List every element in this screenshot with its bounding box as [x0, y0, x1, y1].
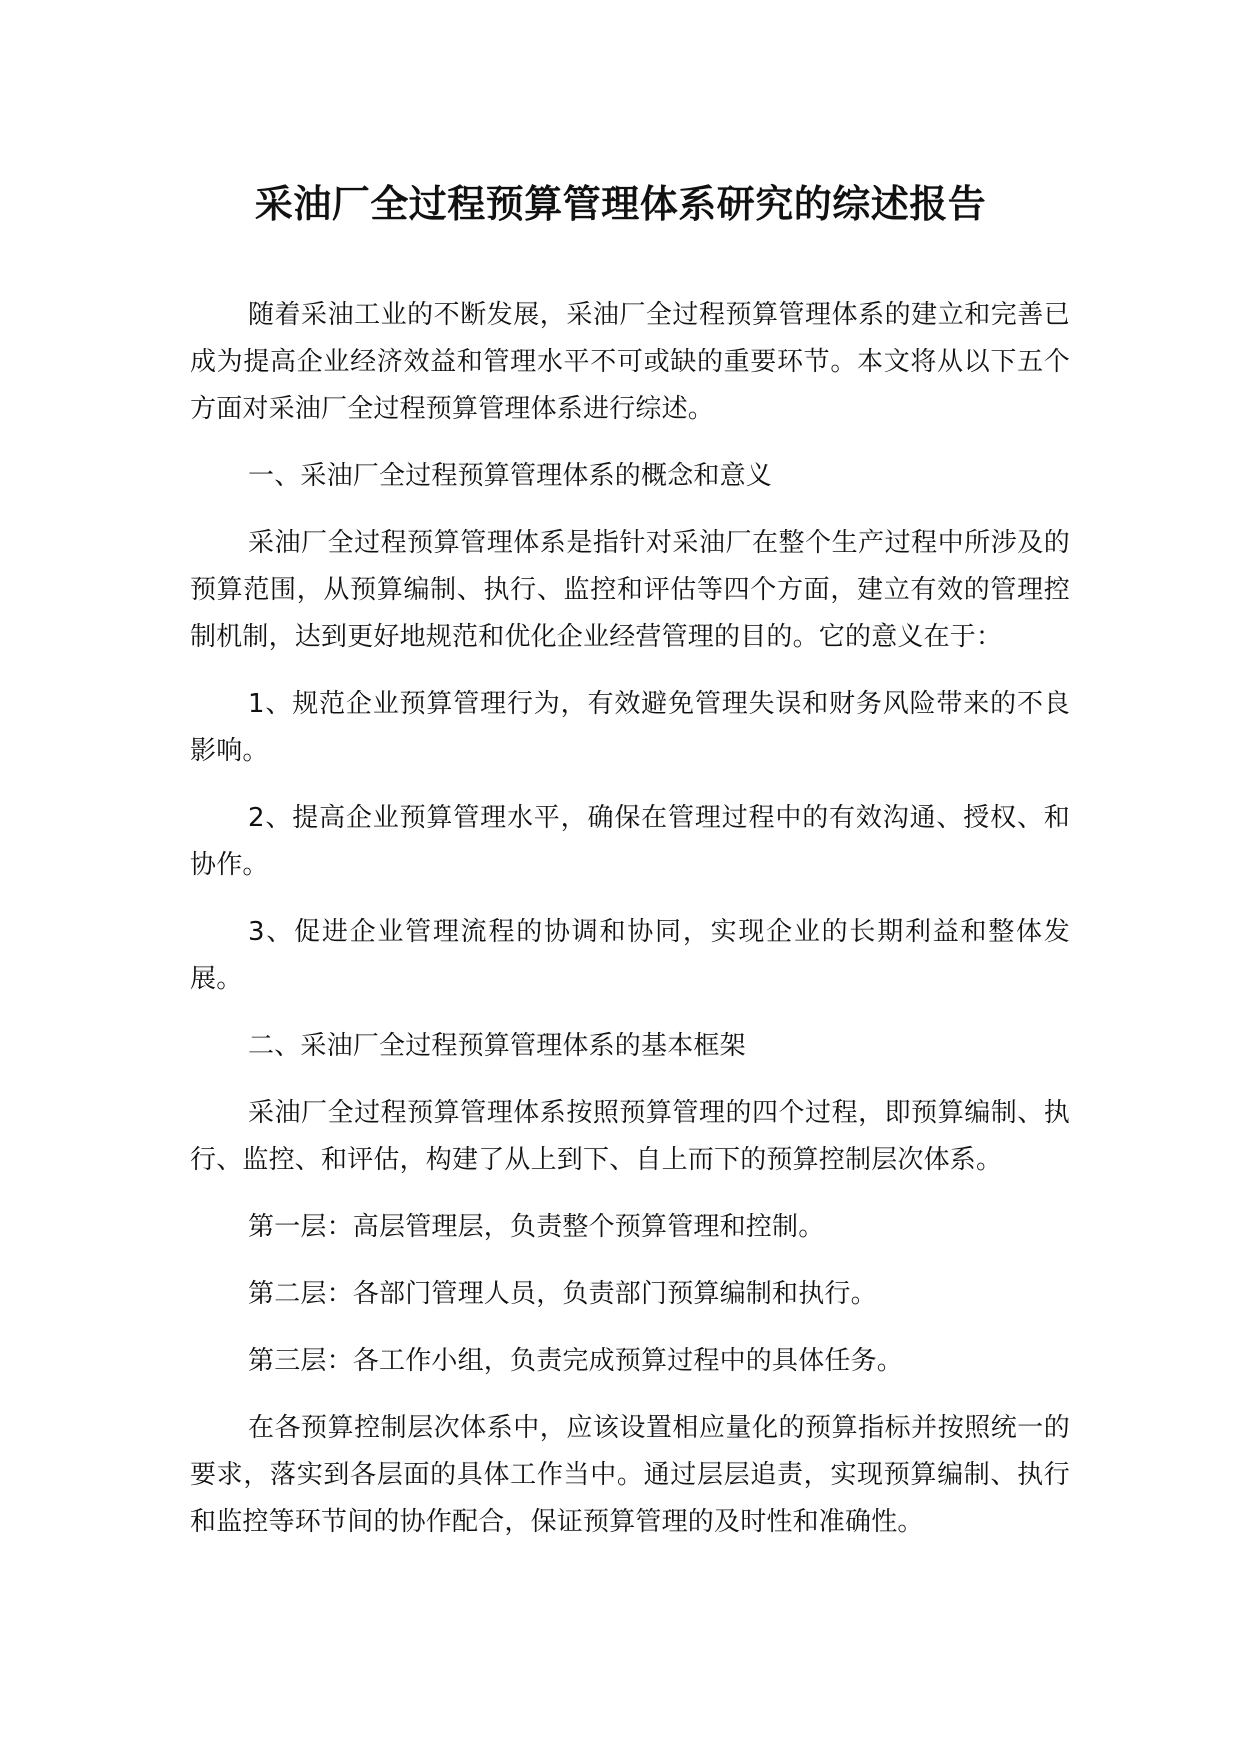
document-title: 采油厂全过程预算管理体系研究的综述报告	[254, 182, 987, 226]
paragraph-intro: 随着采油工业的不断发展，采油厂全过程预算管理体系的建立和完善已成为提高企业经济效益和管理水平不可或缺的重要环节。本文将从以下五个方面对采油厂全过程预算管理体系进行综述。	[190, 300, 1070, 424]
layer-item-3: 第三层：各工作小组，负责完成预算过程中的具体任务。	[248, 1346, 904, 1376]
section-heading-1: 一、采油厂全过程预算管理体系的概念和意义	[248, 461, 773, 491]
paragraph-concept: 采油厂全过程预算管理体系是指针对采油厂在整个生产过程中所涉及的预算范围，从预算编制、执行、监控和评估等四个方面，建立有效的管理控制机制，达到更好地规范和优化企业经营管理的目的。它的意义在于：	[190, 528, 1070, 652]
list-item-3: 3、促进企业管理流程的协调和协同，实现企业的长期利益和整体发展。	[190, 917, 1070, 994]
layer-item-1: 第一层：高层管理层，负责整个预算管理和控制。	[248, 1212, 825, 1242]
list-item-1: 1、规范企业预算管理行为，有效避免管理失误和财务风险带来的不良影响。	[190, 689, 1070, 766]
document-body	[190, 292, 1070, 1566]
paragraph-framework: 采油厂全过程预算管理体系按照预算管理的四个过程，即预算编制、执行、监控、和评估，构建了从上到下、自上而下的预算控制层次体系。	[190, 1098, 1070, 1175]
section-heading-2: 二、采油厂全过程预算管理体系的基本框架	[248, 1031, 746, 1061]
paragraph-indicators: 在各预算控制层次体系中，应该设置相应量化的预算指标并按照统一的要求，落实到各层面的具体工作当中。通过层层追责，实现预算编制、执行和监控等环节间的协作配合，保证预算管理的及时性和准确性。	[190, 1413, 1070, 1537]
layer-item-2: 第二层：各部门管理人员，负责部门预算编制和执行。	[248, 1279, 877, 1309]
list-item-2: 2、提高企业预算管理水平，确保在管理过程中的有效沟通、授权、和协作。	[190, 803, 1070, 880]
